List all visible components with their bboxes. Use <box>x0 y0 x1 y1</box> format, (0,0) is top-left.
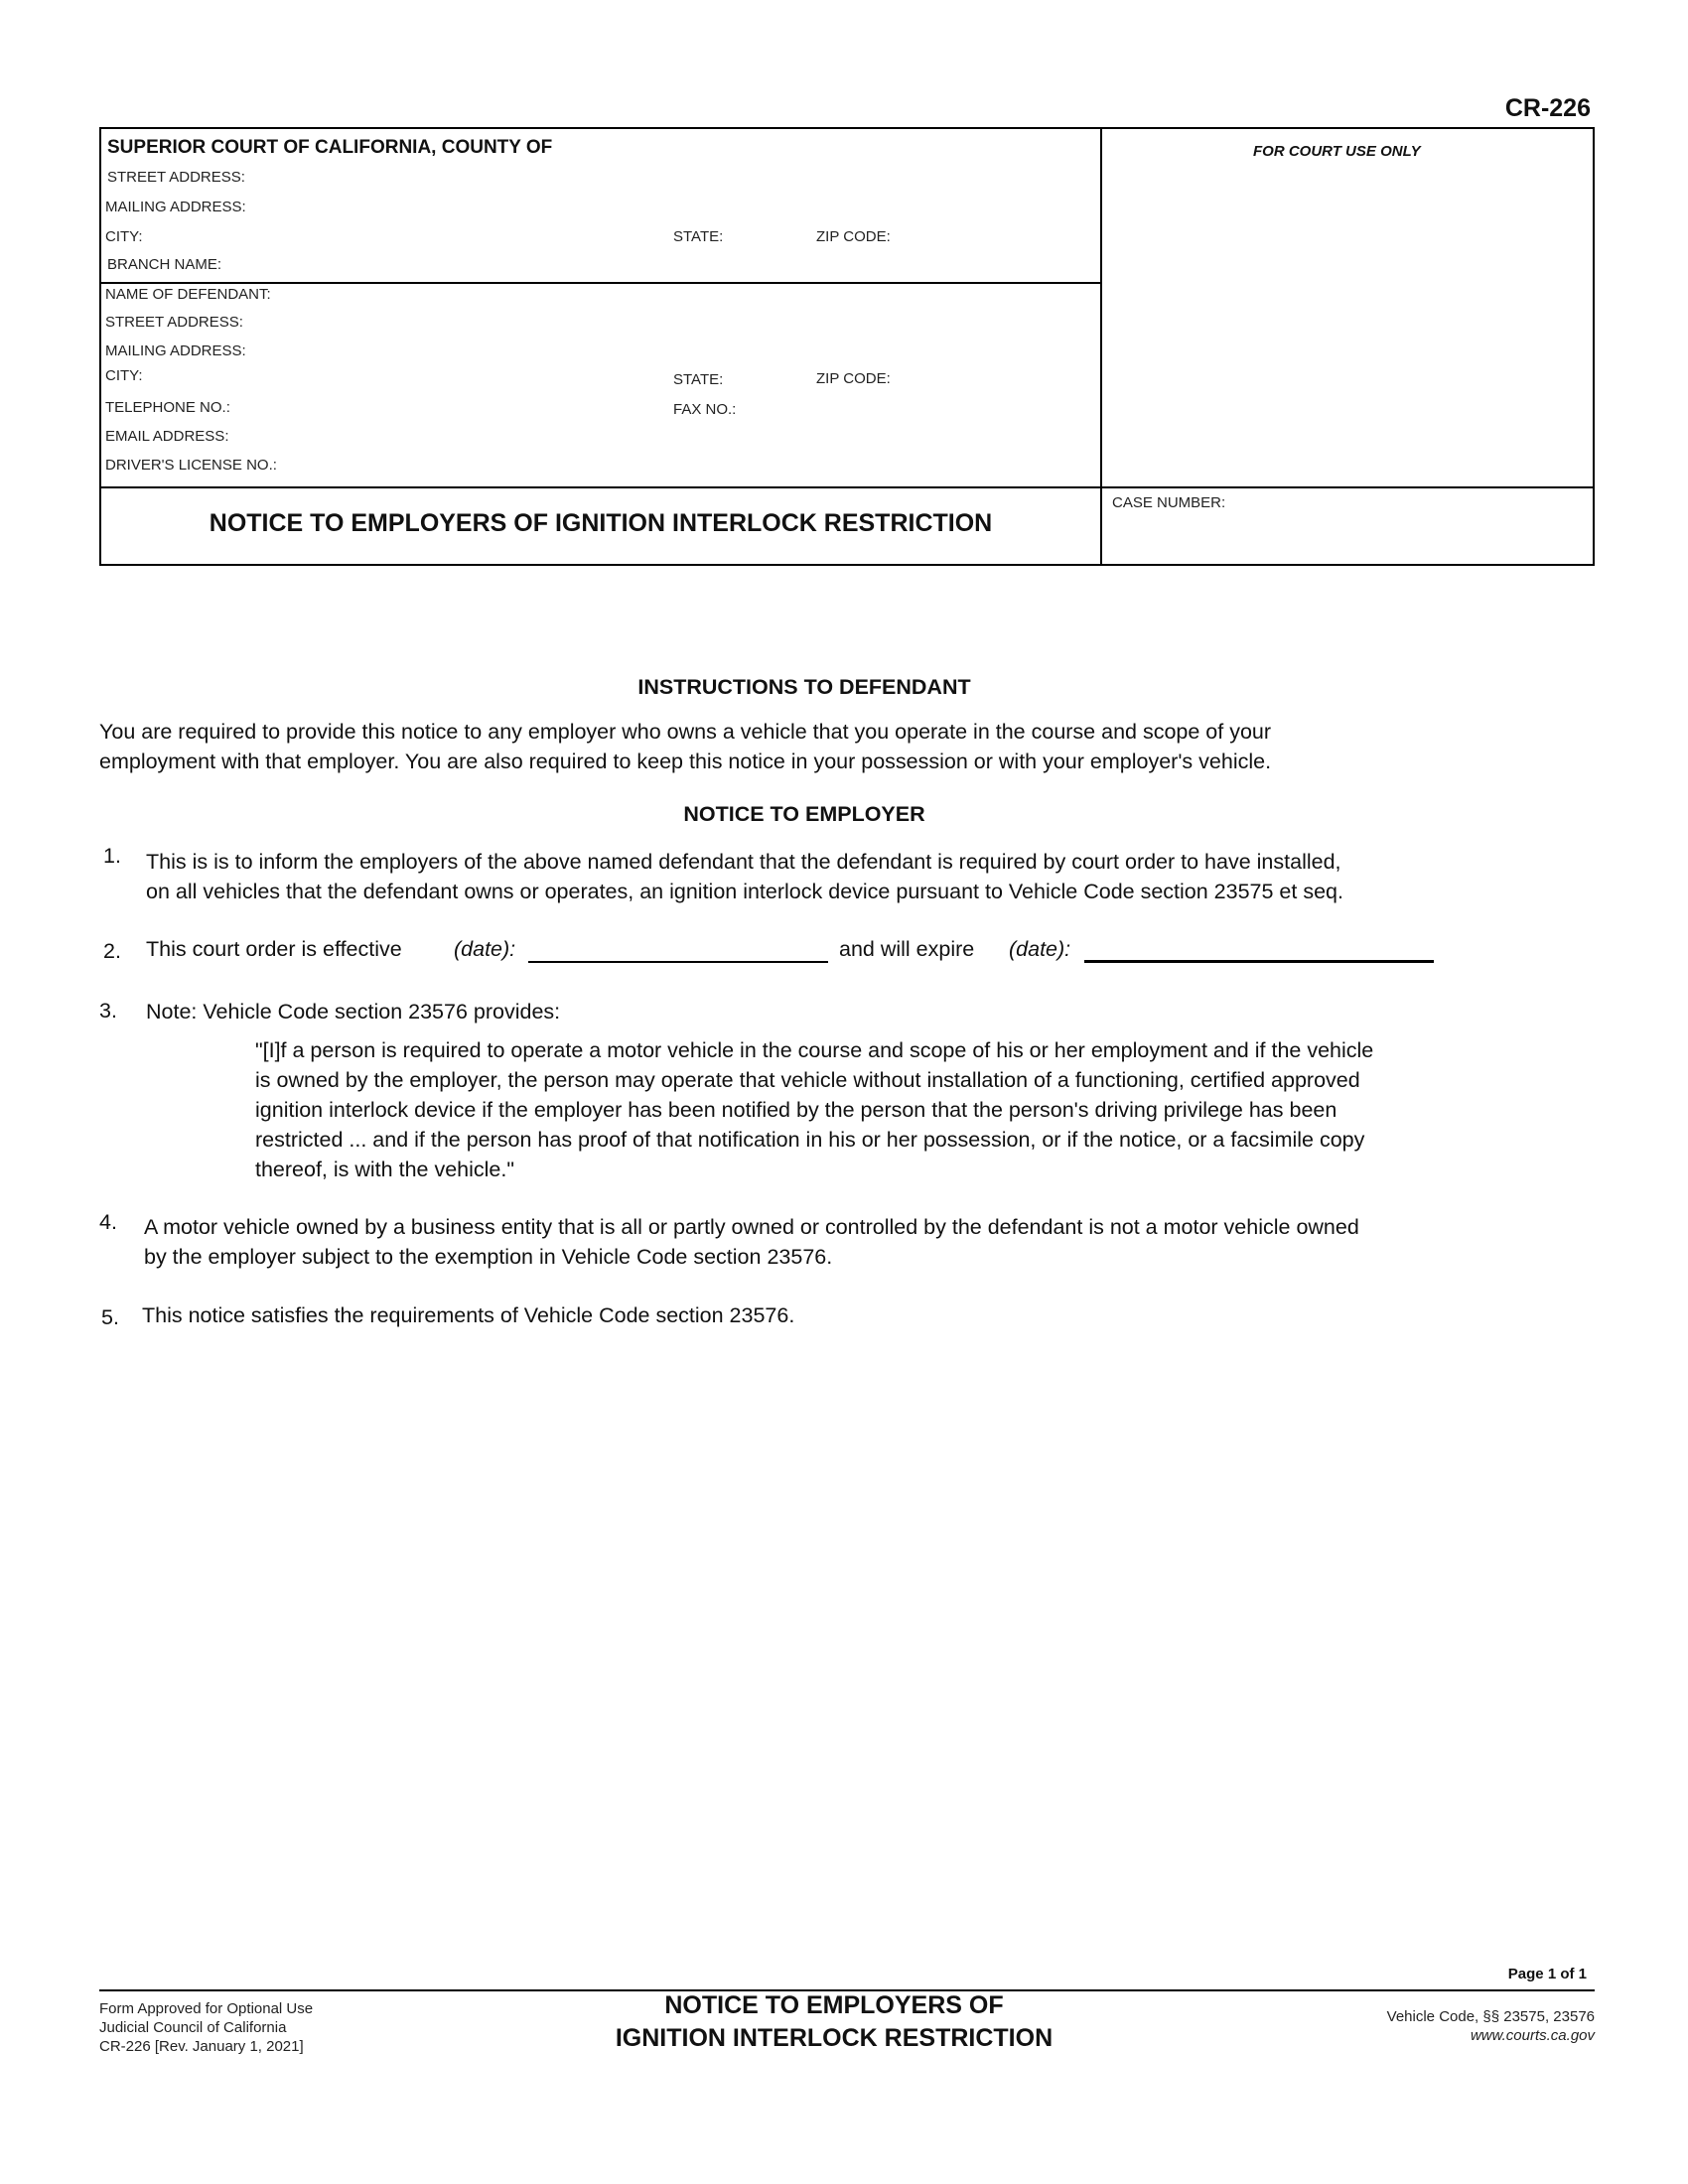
expire-date-line[interactable] <box>1084 960 1434 963</box>
court-title: SUPERIOR COURT OF CALIFORNIA, COUNTY OF <box>107 137 553 158</box>
item-2-date-label-expire: (date): <box>1009 937 1071 961</box>
footer-website-link[interactable]: www.courts.ca.gov <box>1470 2027 1595 2044</box>
defendant-email-field[interactable]: EMAIL ADDRESS: <box>105 428 229 445</box>
effective-date-line[interactable] <box>528 961 828 963</box>
item-4-number: 4. <box>99 1210 117 1234</box>
item-2-number: 2. <box>103 939 121 963</box>
court-zip-field[interactable]: ZIP CODE: <box>816 228 891 245</box>
footer-left-line-2: Judicial Council of California <box>99 2019 287 2036</box>
caption-box <box>99 127 1595 566</box>
footer-left-line-1: Form Approved for Optional Use <box>99 2000 314 2017</box>
instructions-line-2: employment with that employer. You are also required to keep this notice in your possession or with your employer's vehicle. <box>99 750 1272 773</box>
court-city-field[interactable]: CITY: <box>105 228 143 245</box>
quote-line-3: ignition interlock device if the employer has been notified by the person that the person's driving privilege has been <box>255 1098 1337 1122</box>
defendant-telephone-field[interactable]: TELEPHONE NO.: <box>105 399 230 416</box>
court-branch-name-field[interactable]: BRANCH NAME: <box>107 256 222 273</box>
instructions-line-1: You are required to provide this notice to any employer who owns a vehicle that you operate in the course and scope of your <box>99 720 1272 744</box>
court-state-field[interactable]: STATE: <box>673 228 724 245</box>
instructions-heading: INSTRUCTIONS TO DEFENDANT <box>637 675 971 699</box>
vertical-divider <box>1100 129 1102 566</box>
defendant-license-field[interactable]: DRIVER'S LICENSE NO.: <box>105 457 277 474</box>
item-4-line-2: by the employer subject to the exemption in Vehicle Code section 23576. <box>144 1245 833 1269</box>
item-1-line-1: This is is to inform the employers of the above named defendant that the defendant is required by court order to have installed, <box>146 850 1341 874</box>
defendant-state-field[interactable]: STATE: <box>673 371 724 388</box>
item-3-number: 3. <box>99 999 117 1023</box>
item-2-date-label-effective: (date): <box>454 937 516 961</box>
defendant-city-field[interactable]: CITY: <box>105 367 143 384</box>
court-street-address-field[interactable]: STREET ADDRESS: <box>107 169 245 186</box>
footer-title <box>536 1989 1132 2055</box>
form-id: CR-226 <box>1504 94 1591 122</box>
document-title: NOTICE TO EMPLOYERS OF IGNITION INTERLOCK RESTRICTION <box>209 509 993 537</box>
item-4-line-1: A motor vehicle owned by a business entity that is all or partly owned or controlled by the defendant is not a motor vehicle owned <box>144 1215 1359 1239</box>
case-number-field[interactable]: CASE NUMBER: <box>1112 494 1226 511</box>
footer-statute: Vehicle Code, §§ 23575, 23576 <box>1386 2008 1595 2025</box>
quote-line-5: thereof, is with the vehicle." <box>255 1158 514 1181</box>
item-5-text: This notice satisfies the requirements of Vehicle Code section 23576. <box>142 1303 795 1327</box>
footer-left <box>99 1999 313 2056</box>
defendant-mailing-address-field[interactable]: MAILING ADDRESS: <box>105 342 246 359</box>
item-1-number: 1. <box>103 844 121 868</box>
court-use-only-label: FOR COURT USE ONLY <box>1253 143 1421 160</box>
defendant-zip-field[interactable]: ZIP CODE: <box>816 370 891 387</box>
item-2-text-expire: and will expire <box>839 937 975 961</box>
footer-right <box>1192 2007 1595 2045</box>
footer-left-line-3: CR-226 [Rev. January 1, 2021] <box>99 2038 304 2055</box>
defendant-street-address-field[interactable]: STREET ADDRESS: <box>105 314 243 331</box>
court-mailing-address-field[interactable]: MAILING ADDRESS: <box>105 199 246 215</box>
defendant-fax-field[interactable]: FAX NO.: <box>673 401 737 418</box>
quote-line-4: restricted ... and if the person has proof of that notification in his or her possession, or if the notice, or a facsimile copy <box>255 1128 1365 1152</box>
item-3-text: Note: Vehicle Code section 23576 provides: <box>146 1000 561 1024</box>
item-2-text-effective: This court order is effective <box>146 937 402 961</box>
footer-title-line-2: IGNITION INTERLOCK RESTRICTION <box>615 2024 1054 2052</box>
quote-line-1: "[I]f a person is required to operate a motor vehicle in the course and scope of his or her employment and if the vehicle <box>255 1038 1374 1062</box>
item-1-line-2: on all vehicles that the defendant owns or operates, an ignition interlock device pursuant to Vehicle Code section 23575 et seq. <box>146 880 1343 903</box>
notice-heading: NOTICE TO EMPLOYER <box>683 802 925 826</box>
quote-line-2: is owned by the employer, the person may operate that vehicle without installation of a functioning, certified approved <box>255 1068 1360 1092</box>
item-5-number: 5. <box>101 1305 119 1329</box>
horizontal-divider-court <box>101 282 1100 284</box>
page-number: Page 1 of 1 <box>1507 1966 1587 1982</box>
horizontal-divider-title <box>101 486 1595 488</box>
footer-title-line-1: NOTICE TO EMPLOYERS OF <box>664 1991 1004 2019</box>
defendant-name-field[interactable]: NAME OF DEFENDANT: <box>105 286 271 303</box>
